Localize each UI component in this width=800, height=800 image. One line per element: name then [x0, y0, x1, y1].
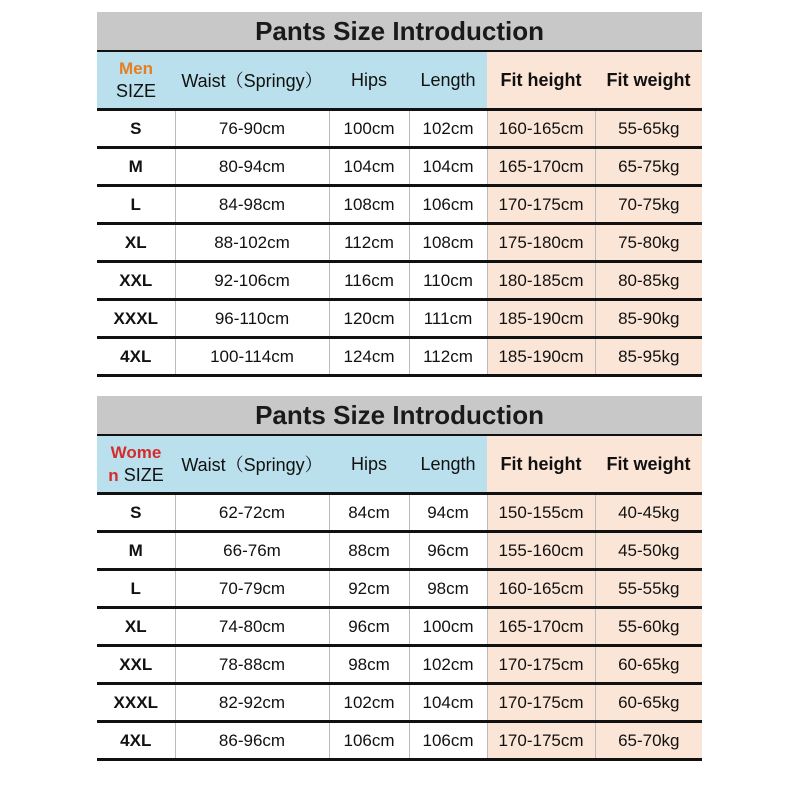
- men-waist-cell: 92-106cm: [175, 262, 329, 300]
- women-size-cell: XXL: [97, 646, 175, 684]
- women-fit-weight-cell: 55-60kg: [595, 608, 702, 646]
- women-fit-height-cell: 150-155cm: [487, 494, 595, 532]
- men-length-cell: 112cm: [409, 338, 487, 376]
- women-fit-height-cell: 170-175cm: [487, 722, 595, 760]
- women-hips-header: Hips: [329, 435, 409, 494]
- women-fit-height-cell: 170-175cm: [487, 646, 595, 684]
- women-size-cell: S: [97, 494, 175, 532]
- men-waist-cell: 76-90cm: [175, 110, 329, 148]
- men-fit-height-cell: 160-165cm: [487, 110, 595, 148]
- men-size-header: [97, 51, 175, 110]
- men-hips-cell: 124cm: [329, 338, 409, 376]
- women-chart-title: Pants Size Introduction: [97, 396, 702, 435]
- men-hips-header: Hips: [329, 51, 409, 110]
- women-length-header: Length: [409, 435, 487, 494]
- men-size-label: SIZE: [115, 81, 156, 101]
- men-length-header: Length: [409, 51, 487, 110]
- women-length-cell: 102cm: [409, 646, 487, 684]
- women-fit-height-cell: 170-175cm: [487, 684, 595, 722]
- women-size-cell: XL: [97, 608, 175, 646]
- women-fit-weight-header: Fit weight: [595, 435, 702, 494]
- table-row: [97, 570, 702, 608]
- table-row: [97, 684, 702, 722]
- men-length-cell: 110cm: [409, 262, 487, 300]
- women-hips-cell: 84cm: [329, 494, 409, 532]
- men-fit-weight-cell: 75-80kg: [595, 224, 702, 262]
- men-hips-cell: 116cm: [329, 262, 409, 300]
- women-gender-label-part1: Wome: [110, 442, 162, 462]
- women-fit-weight-cell: 65-70kg: [595, 722, 702, 760]
- men-fit-weight-header: Fit weight: [595, 51, 702, 110]
- women-waist-cell: 66-76m: [175, 532, 329, 570]
- women-length-cell: 100cm: [409, 608, 487, 646]
- women-length-cell: 98cm: [409, 570, 487, 608]
- women-size-cell: 4XL: [97, 722, 175, 760]
- women-fit-height-cell: 165-170cm: [487, 608, 595, 646]
- women-size-cell: L: [97, 570, 175, 608]
- men-fit-height-cell: 185-190cm: [487, 338, 595, 376]
- men-length-cell: 102cm: [409, 110, 487, 148]
- women-fit-height-header: Fit height: [487, 435, 595, 494]
- women-fit-height-cell: 160-165cm: [487, 570, 595, 608]
- men-waist-header: Waist（Springy）: [175, 51, 329, 110]
- table-row: [97, 532, 702, 570]
- table-row: [97, 110, 702, 148]
- table-row: [97, 262, 702, 300]
- men-chart-title: Pants Size Introduction: [97, 12, 702, 51]
- women-waist-cell: 74-80cm: [175, 608, 329, 646]
- women-gender-label-part2: n: [108, 465, 119, 485]
- women-length-cell: 106cm: [409, 722, 487, 760]
- men-fit-height-cell: 175-180cm: [487, 224, 595, 262]
- men-waist-cell: 96-110cm: [175, 300, 329, 338]
- women-fit-weight-cell: 60-65kg: [595, 684, 702, 722]
- women-waist-cell: 82-92cm: [175, 684, 329, 722]
- men-fit-weight-cell: 85-90kg: [595, 300, 702, 338]
- men-gender-label: Men: [119, 59, 153, 78]
- women-hips-cell: 96cm: [329, 608, 409, 646]
- men-fit-height-cell: 180-185cm: [487, 262, 595, 300]
- women-fit-weight-cell: 55-55kg: [595, 570, 702, 608]
- women-waist-cell: 70-79cm: [175, 570, 329, 608]
- women-hips-cell: 102cm: [329, 684, 409, 722]
- men-fit-weight-cell: 70-75kg: [595, 186, 702, 224]
- men-fit-weight-cell: 55-65kg: [595, 110, 702, 148]
- men-hips-cell: 104cm: [329, 148, 409, 186]
- men-hips-cell: 100cm: [329, 110, 409, 148]
- men-hips-cell: 120cm: [329, 300, 409, 338]
- men-waist-cell: 100-114cm: [175, 338, 329, 376]
- women-fit-weight-cell: 60-65kg: [595, 646, 702, 684]
- men-fit-weight-cell: 80-85kg: [595, 262, 702, 300]
- table-row: [97, 722, 702, 760]
- men-header-row: [97, 51, 702, 110]
- women-size-chart: [97, 396, 702, 761]
- women-fit-weight-cell: 40-45kg: [595, 494, 702, 532]
- men-size-cell: XL: [97, 224, 175, 262]
- men-size-cell: S: [97, 110, 175, 148]
- women-size-header: [97, 435, 175, 494]
- table-row: [97, 338, 702, 376]
- men-waist-cell: 84-98cm: [175, 186, 329, 224]
- table-row: [97, 224, 702, 262]
- women-hips-cell: 98cm: [329, 646, 409, 684]
- table-row: [97, 148, 702, 186]
- table-row: [97, 608, 702, 646]
- women-fit-height-cell: 155-160cm: [487, 532, 595, 570]
- men-fit-height-cell: 165-170cm: [487, 148, 595, 186]
- women-size-label: SIZE: [123, 464, 164, 485]
- table-row: [97, 300, 702, 338]
- women-length-cell: 94cm: [409, 494, 487, 532]
- women-length-cell: 104cm: [409, 684, 487, 722]
- women-waist-header: Waist（Springy）: [175, 435, 329, 494]
- women-size-rows: [97, 494, 702, 760]
- men-size-cell: 4XL: [97, 338, 175, 376]
- men-fit-height-header: Fit height: [487, 51, 595, 110]
- women-waist-cell: 78-88cm: [175, 646, 329, 684]
- women-waist-cell: 86-96cm: [175, 722, 329, 760]
- men-length-cell: 111cm: [409, 300, 487, 338]
- men-size-cell: XXXL: [97, 300, 175, 338]
- men-size-cell: XXL: [97, 262, 175, 300]
- men-waist-cell: 80-94cm: [175, 148, 329, 186]
- men-fit-height-cell: 170-175cm: [487, 186, 595, 224]
- women-length-cell: 96cm: [409, 532, 487, 570]
- women-waist-cell: 62-72cm: [175, 494, 329, 532]
- women-header-row: [97, 435, 702, 494]
- table-row: [97, 186, 702, 224]
- men-length-cell: 106cm: [409, 186, 487, 224]
- women-hips-cell: 88cm: [329, 532, 409, 570]
- men-size-chart: [97, 12, 702, 377]
- men-fit-weight-cell: 85-95kg: [595, 338, 702, 376]
- men-fit-height-cell: 185-190cm: [487, 300, 595, 338]
- men-length-cell: 108cm: [409, 224, 487, 262]
- men-size-cell: M: [97, 148, 175, 186]
- men-size-cell: L: [97, 186, 175, 224]
- men-length-cell: 104cm: [409, 148, 487, 186]
- women-hips-cell: 106cm: [329, 722, 409, 760]
- women-size-cell: XXXL: [97, 684, 175, 722]
- table-row: [97, 646, 702, 684]
- men-size-rows: [97, 110, 702, 376]
- men-hips-cell: 108cm: [329, 186, 409, 224]
- men-fit-weight-cell: 65-75kg: [595, 148, 702, 186]
- women-size-cell: M: [97, 532, 175, 570]
- table-row: [97, 494, 702, 532]
- women-hips-cell: 92cm: [329, 570, 409, 608]
- men-waist-cell: 88-102cm: [175, 224, 329, 262]
- women-fit-weight-cell: 45-50kg: [595, 532, 702, 570]
- men-hips-cell: 112cm: [329, 224, 409, 262]
